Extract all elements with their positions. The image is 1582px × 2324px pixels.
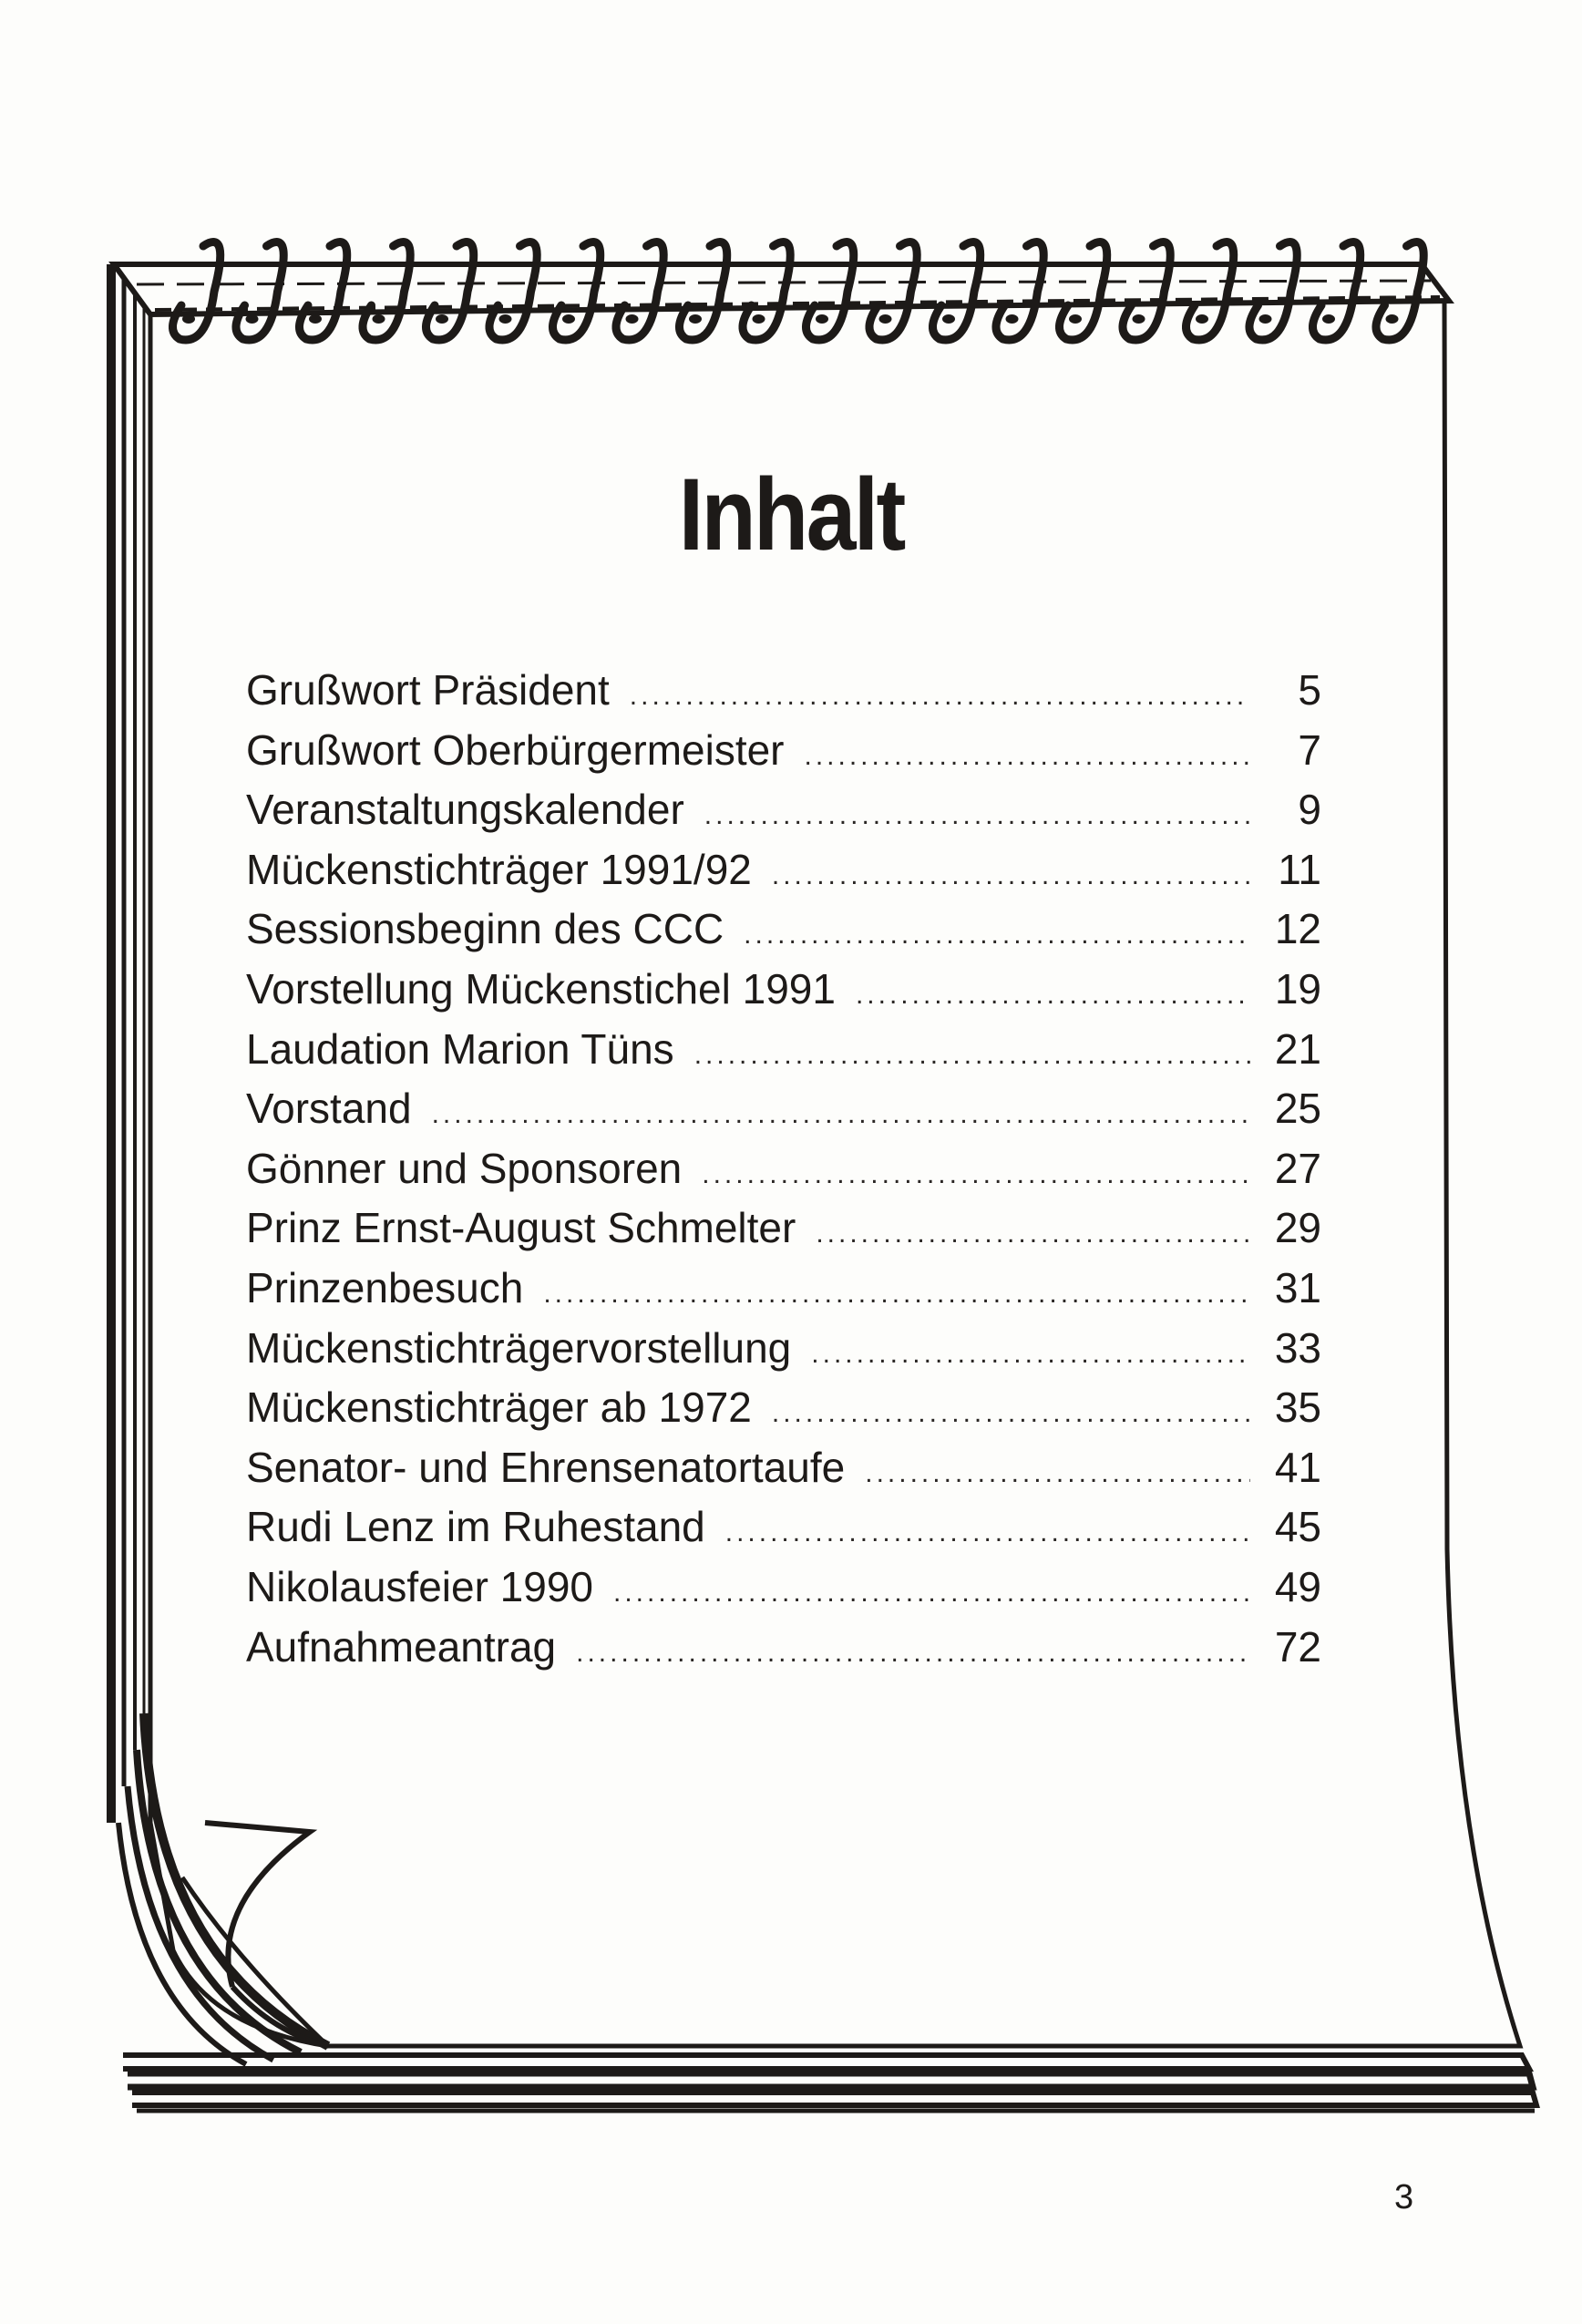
binding-hole (1006, 314, 1019, 324)
toc-dot-leader (772, 1383, 1250, 1444)
binding-hole (879, 314, 892, 324)
toc-entry-page: 5 (1298, 666, 1321, 714)
toc-entry (246, 1497, 1321, 1558)
binding-hole (562, 314, 575, 324)
toc-entry-label: Vorstellung Mückenstichel 1991 (246, 964, 836, 1013)
toc-entry-page: 45 (1274, 1503, 1321, 1551)
binding-hole (626, 314, 639, 324)
toc-entry-label: Grußwort Oberbürgermeister (246, 725, 785, 774)
binding-hole (1133, 314, 1145, 324)
toc-dot-leader (816, 1204, 1250, 1264)
toc-dot-leader (856, 965, 1250, 1025)
toc-entry-page: 41 (1274, 1443, 1321, 1491)
toc-entry (246, 1259, 1321, 1319)
page-number: 3 (1394, 2178, 1414, 2216)
toc-entry-label: Nikolausfeier 1990 (246, 1562, 594, 1610)
binding-hole (373, 314, 385, 324)
toc-dot-leader (694, 1025, 1250, 1085)
binding-hole (816, 314, 828, 324)
toc-entry (246, 780, 1321, 840)
toc-entry (246, 1079, 1321, 1139)
binding-hole (1386, 314, 1399, 324)
toc-entry-label: Mückenstichträgervorstellung (246, 1323, 792, 1372)
toc-entry (246, 1198, 1321, 1259)
toc-entry-page: 27 (1274, 1144, 1321, 1192)
toc-entry-label: Prinz Ernst-August Schmelter (246, 1204, 796, 1252)
toc-entry-label: Rudi Lenz im Ruhestand (246, 1503, 705, 1551)
binding-hole (182, 314, 195, 324)
toc-entry-page: 29 (1274, 1204, 1321, 1252)
toc-entry-label: Mückenstichträger 1991/92 (246, 845, 752, 893)
binding-hole (499, 314, 512, 324)
binding-hole (753, 314, 765, 324)
toc-entry-page: 33 (1274, 1323, 1321, 1372)
binding-hole (1259, 314, 1272, 324)
page-title: Inhalt (678, 458, 904, 571)
toc-dot-leader (865, 1444, 1250, 1504)
toc-entry-page: 21 (1274, 1024, 1321, 1073)
toc-entry (246, 661, 1321, 721)
toc-entry-page: 31 (1274, 1263, 1321, 1311)
toc-entry-label: Gönner und Sponsoren (246, 1144, 683, 1192)
toc-entry (246, 840, 1321, 900)
toc-entry-label: Senator- und Ehrensenatortaufe (246, 1443, 846, 1491)
toc-dot-leader (725, 1503, 1250, 1563)
toc-entry-page: 9 (1298, 786, 1321, 834)
toc-entry-label: Vorstand (246, 1085, 412, 1133)
binding-hole (942, 314, 955, 324)
binding-hole (1069, 314, 1082, 324)
toc-entry-page: 19 (1274, 964, 1321, 1013)
toc-dot-leader (811, 1324, 1250, 1384)
toc-entry (246, 1378, 1321, 1438)
toc-entry-page: 7 (1298, 725, 1321, 774)
toc-dot-leader (630, 666, 1250, 726)
toc-dot-leader (704, 786, 1250, 846)
binding-hole (436, 314, 448, 324)
toc-dot-leader (543, 1264, 1250, 1324)
toc-entry (246, 900, 1321, 960)
toc-entry (246, 1020, 1321, 1080)
toc-entry-label: Aufnahmeantrag (246, 1622, 557, 1671)
binding-hole (689, 314, 702, 324)
toc-entry (246, 1139, 1321, 1199)
toc-dot-leader (576, 1623, 1250, 1683)
toc-entry-label: Veranstaltungskalender (246, 786, 684, 834)
toc-entry-label: Sessionsbeginn des CCC (246, 905, 724, 953)
binding-hole (246, 314, 259, 324)
stacked-pages (123, 2055, 1536, 2111)
binding-hole (309, 314, 322, 324)
toc-entry (246, 1558, 1321, 1618)
toc-dot-leader (613, 1563, 1250, 1623)
toc-entry-label: Prinzenbesuch (246, 1263, 524, 1311)
toc-entry (246, 960, 1321, 1020)
toc-entry-page: 72 (1274, 1622, 1321, 1671)
table-of-contents (246, 661, 1321, 1677)
toc-dot-leader (744, 905, 1250, 965)
toc-dot-leader (772, 846, 1250, 906)
toc-entry-page: 12 (1274, 905, 1321, 953)
toc-entry (246, 1438, 1321, 1498)
toc-entry-page: 49 (1274, 1562, 1321, 1610)
toc-entry-label: Mückenstichträger ab 1972 (246, 1383, 752, 1432)
toc-entry-page: 25 (1274, 1085, 1321, 1133)
toc-entry (246, 721, 1321, 781)
binding-hole (1322, 314, 1335, 324)
toc-dot-leader (432, 1085, 1250, 1145)
toc-dot-leader (702, 1145, 1250, 1205)
toc-entry-page: 35 (1274, 1383, 1321, 1432)
toc-entry (246, 1618, 1321, 1678)
toc-entry-label: Grußwort Präsident (246, 666, 610, 714)
toc-entry-page: 11 (1278, 845, 1321, 893)
toc-dot-leader (805, 726, 1251, 787)
binding-hole (1196, 314, 1208, 324)
toc-entry (246, 1319, 1321, 1379)
toc-entry-label: Laudation Marion Tüns (246, 1024, 674, 1073)
